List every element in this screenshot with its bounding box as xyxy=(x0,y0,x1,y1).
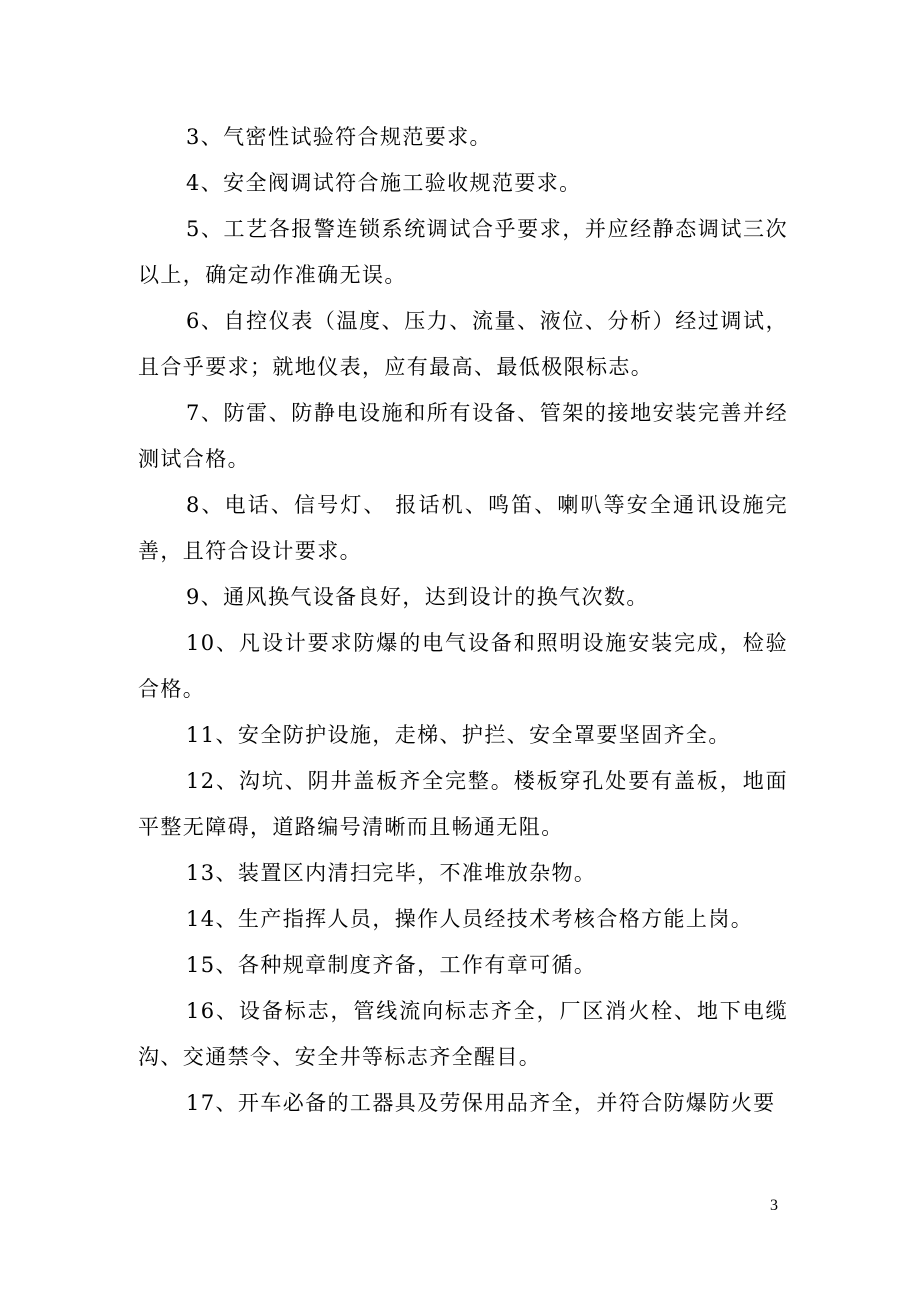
paragraph-item-14: 14、生产指挥人员，操作人员经技术考核合格方能上岗。 xyxy=(186,907,754,931)
paragraph-item-9: 9、通风换气设备良好，达到设计的换气次数。 xyxy=(186,585,649,609)
paragraph-item-10: 10、凡设计要求防爆的电气设备和照明设施安装完成，检验合格。 xyxy=(138,631,788,701)
document-body xyxy=(138,114,788,1126)
paragraph-item-3: 3、气密性试验符合规范要求。 xyxy=(186,125,492,149)
paragraph-item-7: 7、防雷、防静电设施和所有设备、管架的接地安装完善并经测试合格。 xyxy=(138,401,788,471)
paragraph-item-16: 16、设备标志，管线流向标志齐全，厂区消火栓、地下电缆沟、交通禁令、安全井等标志齐全醒目。 xyxy=(138,999,788,1069)
paragraph-item-5: 5、工艺各报警连锁系统调试合乎要求，并应经静态调试三次以上，确定动作准确无误。 xyxy=(138,217,788,287)
paragraph-item-6: 6、自控仪表（温度、压力、流量、液位、分析）经过调试，且合乎要求；就地仪表，应有最高、最低极限标志。 xyxy=(138,309,788,379)
paragraph-item-4: 4、安全阀调试符合施工验收规范要求。 xyxy=(186,171,582,195)
paragraph-item-8: 8、电话、信号灯、 报话机、鸣笛、喇叭等安全通讯设施完善，且符合设计要求。 xyxy=(138,493,788,563)
paragraph-item-13: 13、装置区内清扫完毕，不准堆放杂物。 xyxy=(186,861,597,885)
paragraph-item-12: 12、沟坑、阴井盖板齐全完整。楼板穿孔处要有盖板，地面平整无障碍，道路编号清晰而且畅通无阻。 xyxy=(138,769,788,839)
page-number: 3 xyxy=(770,1197,778,1214)
paragraph-item-11: 11、安全防护设施，走梯、护拦、安全罩要坚固齐全。 xyxy=(186,723,731,747)
paragraph-item-17: 17、开车必备的工器具及劳保用品齐全，并符合防爆防火要 xyxy=(186,1091,776,1115)
paragraph-item-15: 15、各种规章制度齐备，工作有章可循。 xyxy=(186,953,597,977)
